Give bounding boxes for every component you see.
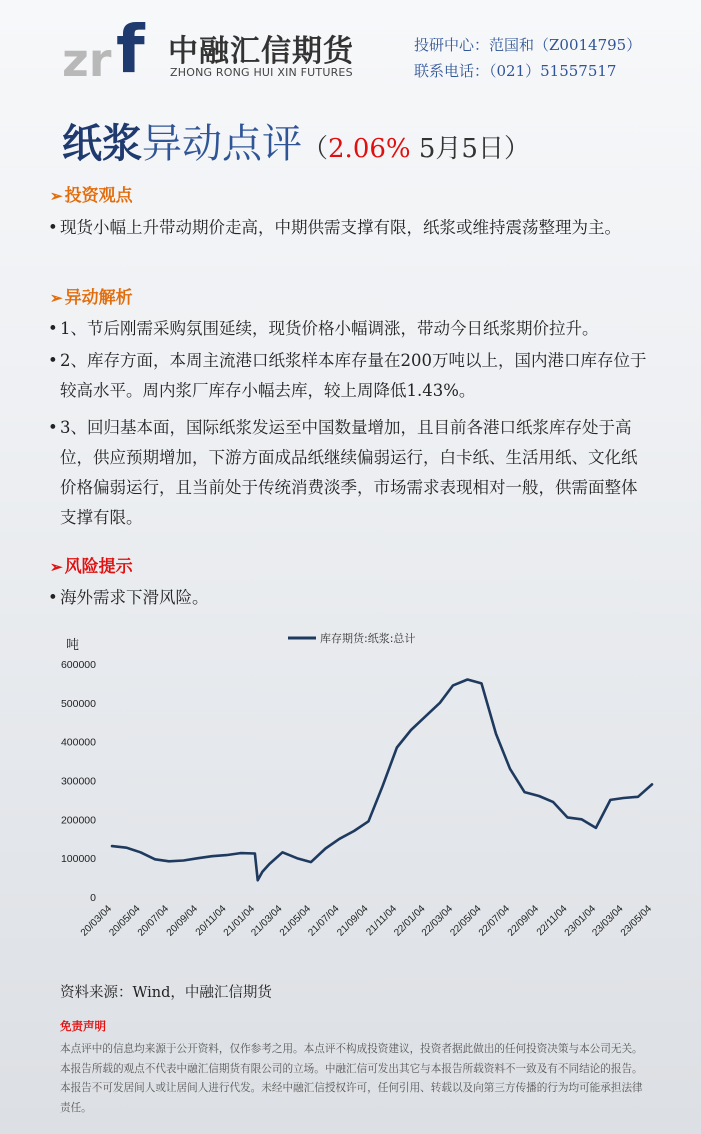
- svg-text:f: f: [116, 12, 145, 80]
- series-line-inventory: [112, 680, 652, 881]
- legend-label: 库存期货:纸浆:总计: [320, 632, 416, 645]
- x-tick-label: 20/07/04: [135, 903, 172, 939]
- x-tick-label: 20/11/04: [193, 903, 229, 939]
- title-change-pct: 2.06%: [328, 134, 411, 164]
- section-heading-analysis: [50, 283, 133, 308]
- x-tick-label: 22/07/04: [476, 903, 513, 939]
- analysis-heading-label: 异动解析: [64, 288, 133, 308]
- arrow-icon: ➢: [50, 289, 63, 307]
- logo-english-name: ZHONG RONG HUI XIN FUTURES: [170, 66, 353, 79]
- y-tick-label: 600000: [60, 659, 96, 671]
- title-paren: （: [302, 134, 329, 164]
- y-tick-label: 100000: [60, 853, 96, 866]
- y-tick-label: 0: [90, 892, 96, 904]
- x-tick-label: 22/03/04: [419, 903, 456, 939]
- analysis-text-2: 2、库存方面，本周主流港口纸浆样本库存量在200万吨以上，国内港口库存位于较高水平。周内浆厂库存小幅去库，较上周降低1.43%。: [60, 351, 647, 400]
- arrow-icon: ➢: [50, 558, 63, 576]
- x-tick-label: 20/05/04: [107, 903, 143, 939]
- analysis-item-2: [48, 346, 648, 406]
- contact-info: [414, 32, 641, 84]
- svg-text:zr: zr: [62, 33, 112, 80]
- x-tick-label: 22/01/04: [392, 903, 428, 939]
- x-tick-label: 22/05/04: [448, 903, 484, 939]
- contact-phone: 联系电话：（021）51557517: [414, 62, 617, 80]
- x-tick-label: 21/03/04: [249, 903, 285, 939]
- analysis-item-1: [48, 314, 648, 344]
- title-product: 纸浆: [62, 120, 142, 167]
- bullet-icon: •: [48, 351, 58, 370]
- bullet-icon: •: [48, 319, 58, 338]
- x-tick-label: 21/09/04: [335, 903, 371, 939]
- arrow-icon: ➢: [50, 187, 63, 205]
- x-tick-label: 20/03/04: [78, 903, 115, 939]
- analysis-text-1: 1、节后刚需采购氛围延续，现货价格小幅调涨，带动今日纸浆期价拉升。: [60, 319, 599, 338]
- risk-text: 海外需求下滑风险。: [60, 588, 209, 607]
- x-tick-label: 22/09/04: [505, 903, 542, 939]
- view-paragraph: [48, 213, 648, 243]
- bullet-icon: •: [48, 418, 58, 437]
- x-tick-label: 21/01/04: [221, 903, 258, 939]
- view-heading-label: 投资观点: [64, 186, 133, 206]
- contact-analyst: 投研中心：范国和（Z0014795）: [414, 36, 642, 54]
- x-tick-label: 23/05/04: [618, 903, 655, 939]
- disclaimer-title: 免责声明: [60, 1019, 106, 1033]
- x-tick-label: 21/07/04: [306, 903, 342, 939]
- analysis-item-3: [48, 413, 648, 533]
- bullet-icon: •: [48, 218, 58, 237]
- y-tick-label: 500000: [60, 697, 96, 710]
- x-tick-label: 23/03/04: [590, 903, 626, 939]
- data-source: 资料来源：Wind，中融汇信期货: [60, 985, 272, 1001]
- x-tick-label: 23/01/04: [562, 903, 599, 939]
- zrf-logo-icon: [62, 12, 162, 80]
- section-heading-view: [50, 181, 133, 206]
- analysis-text-3: 3、回归基本面，国际纸浆发运至中国数量增加，且目前各港口纸浆库存处于高位，供应预期增加，下游方面成品纸继续偏弱运行，白卡纸、生活用纸、文化纸价格偏弱运行，且当前处于传统消费淡季，市场需求表现相对一般，供需面整体支撑有限。: [60, 418, 638, 527]
- section-heading-risk: [50, 552, 133, 577]
- company-logo: [62, 10, 382, 82]
- title-date: 5月5日）: [410, 134, 530, 164]
- y-tick-label: 300000: [60, 775, 96, 788]
- x-tick-label: 21/11/04: [364, 903, 400, 939]
- disclaimer-text: 本点评中的信息均来源于公开资料，仅作参考之用。本点评不构成投资建议，投资者据此做出的任何投资决策与本公司无关。本报告所载的观点不代表中融汇信期货有限公司的立场。中融汇信可发出其它与本报告所载资料不一致及有不同结论的报告。本报告不可发居间人或让居间人进行代发。未经中融汇信授权许可，任何引用、转载以及向第三方传播的行为均可能承担法律责任。: [60, 1043, 643, 1114]
- logo-chinese-name: 中融汇信期货: [168, 34, 354, 69]
- view-text: 现货小幅上升带动期价走高，中期供需支撑有限，纸浆或维持震荡整理为主。: [60, 218, 621, 237]
- title-topic: 异动点评: [142, 121, 302, 167]
- risk-paragraph: [48, 583, 648, 613]
- inventory-chart: [40, 620, 670, 975]
- page-title: [62, 112, 530, 169]
- y-axis-unit-label: 吨: [66, 637, 80, 652]
- bullet-icon: •: [48, 588, 58, 607]
- x-tick-label: 22/11/04: [534, 903, 570, 939]
- y-tick-label: 200000: [60, 814, 96, 827]
- y-tick-label: 400000: [60, 736, 96, 749]
- risk-heading-label: 风险提示: [64, 557, 133, 577]
- x-tick-label: 21/05/04: [277, 903, 314, 939]
- x-tick-label: 20/09/04: [164, 903, 201, 939]
